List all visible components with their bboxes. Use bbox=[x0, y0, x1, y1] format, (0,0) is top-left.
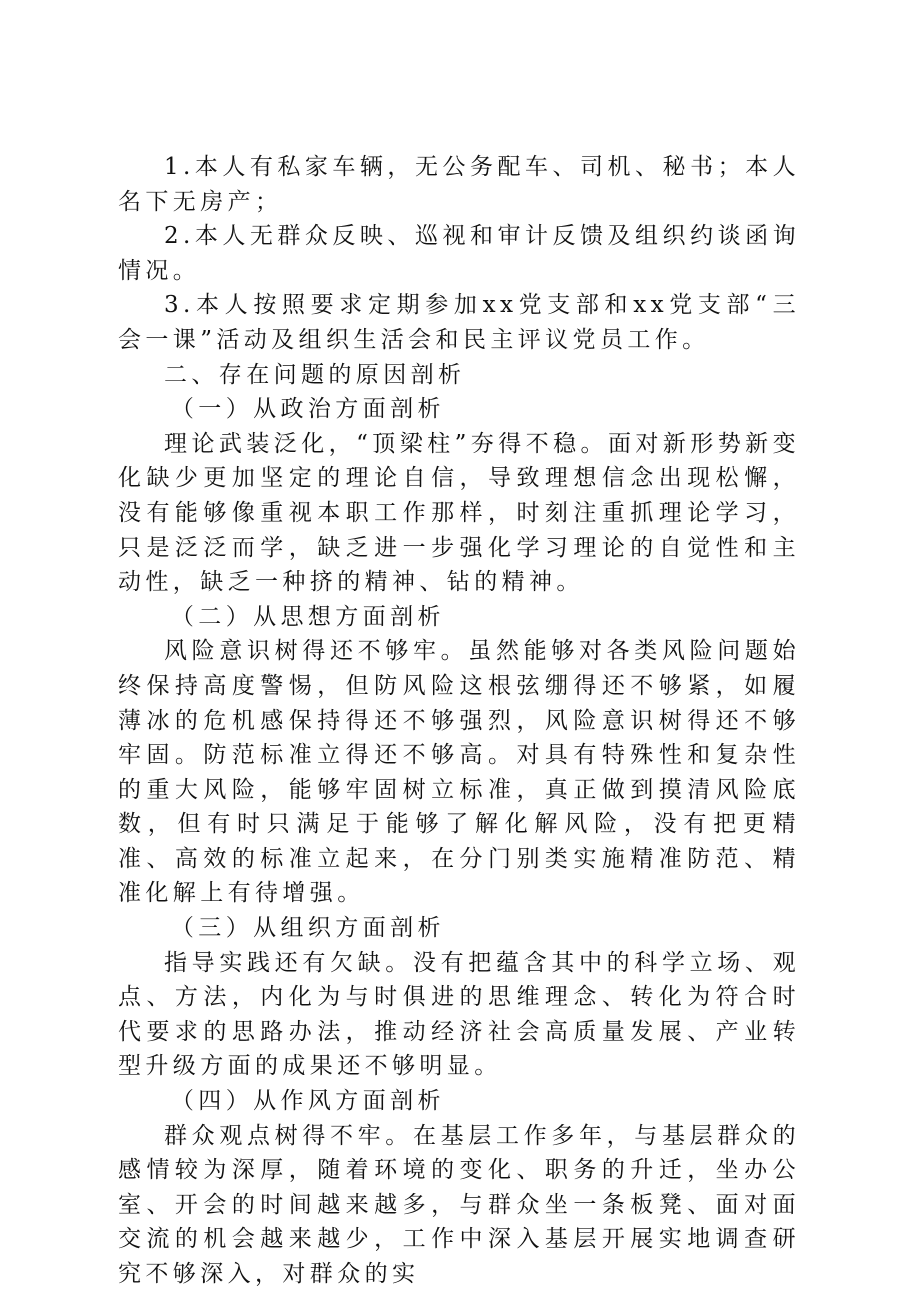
paragraph-item-1: 1.本人有私家车辆，无公务配车、司机、秘书；本人名下无房产； bbox=[118, 154, 800, 215]
subsection-heading-work-style: （四）从作风方面剖析 bbox=[170, 1088, 445, 1115]
paragraph-item-3: 3.本人按照要求定期参加xx党支部和xx党支部“三会一课”活动及组织生活会和民主评议党员工作。 bbox=[118, 292, 800, 353]
paragraph-work-style: 群众观点树得不牢。在基层工作多年，与基层群众的感情较为深厚，随着环境的变化、职务的升迁，坐办公室、开会的时间越来越多，与群众坐一条板凳、面对面交流的机会越来越少，工作中深入基层开展实地调查研究不够深入，对群众的实 bbox=[118, 1122, 800, 1287]
paragraph-ideological: 风险意识树得还不够牢。虽然能够对各类风险问题始终保持高度警惕，但防风险这根弦绷得还不够紧，如履薄冰的危机感保持得还不够强烈，风险意识树得还不够牢固。防范标准立得还不够高。对具有特殊性和复杂性的重大风险，能够牢固树立标准，真正做到摸清风险底数，但有时只满足于能够了解化解风险，没有把更精准、高效的标准立起来，在分门别类实施精准防范、精准化解上有待增强。 bbox=[118, 638, 800, 907]
paragraph-political: 理论武装泛化，“顶梁柱”夯得不稳。面对新形势新变化缺少更加坚定的理论自信，导致理想信念出现松懈，没有能够像重视本职工作那样，时刻注重抓理论学习，只是泛泛而学，缺乏进一步强化学习理论的自觉性和主动性，缺乏一种挤的精神、钻的精神。 bbox=[118, 430, 800, 596]
subsection-heading-organizational: （三）从组织方面剖析 bbox=[170, 915, 445, 942]
paragraph-item-2: 2.本人无群众反映、巡视和审计反馈及组织约谈函询情况。 bbox=[118, 223, 800, 284]
section-heading: 二、存在问题的原因剖析 bbox=[164, 361, 466, 388]
document-body bbox=[118, 150, 800, 1292]
subsection-heading-political: （一）从政治方面剖析 bbox=[170, 396, 445, 423]
subsection-heading-ideological: （二）从思想方面剖析 bbox=[170, 603, 445, 630]
paragraph-organizational: 指导实践还有欠缺。没有把蕴含其中的科学立场、观点、方法，内化为与时俱进的思维理念、转化为符合时代要求的思路办法，推动经济社会高质量发展、产业转型升级方面的成果还不够明显。 bbox=[118, 949, 800, 1080]
